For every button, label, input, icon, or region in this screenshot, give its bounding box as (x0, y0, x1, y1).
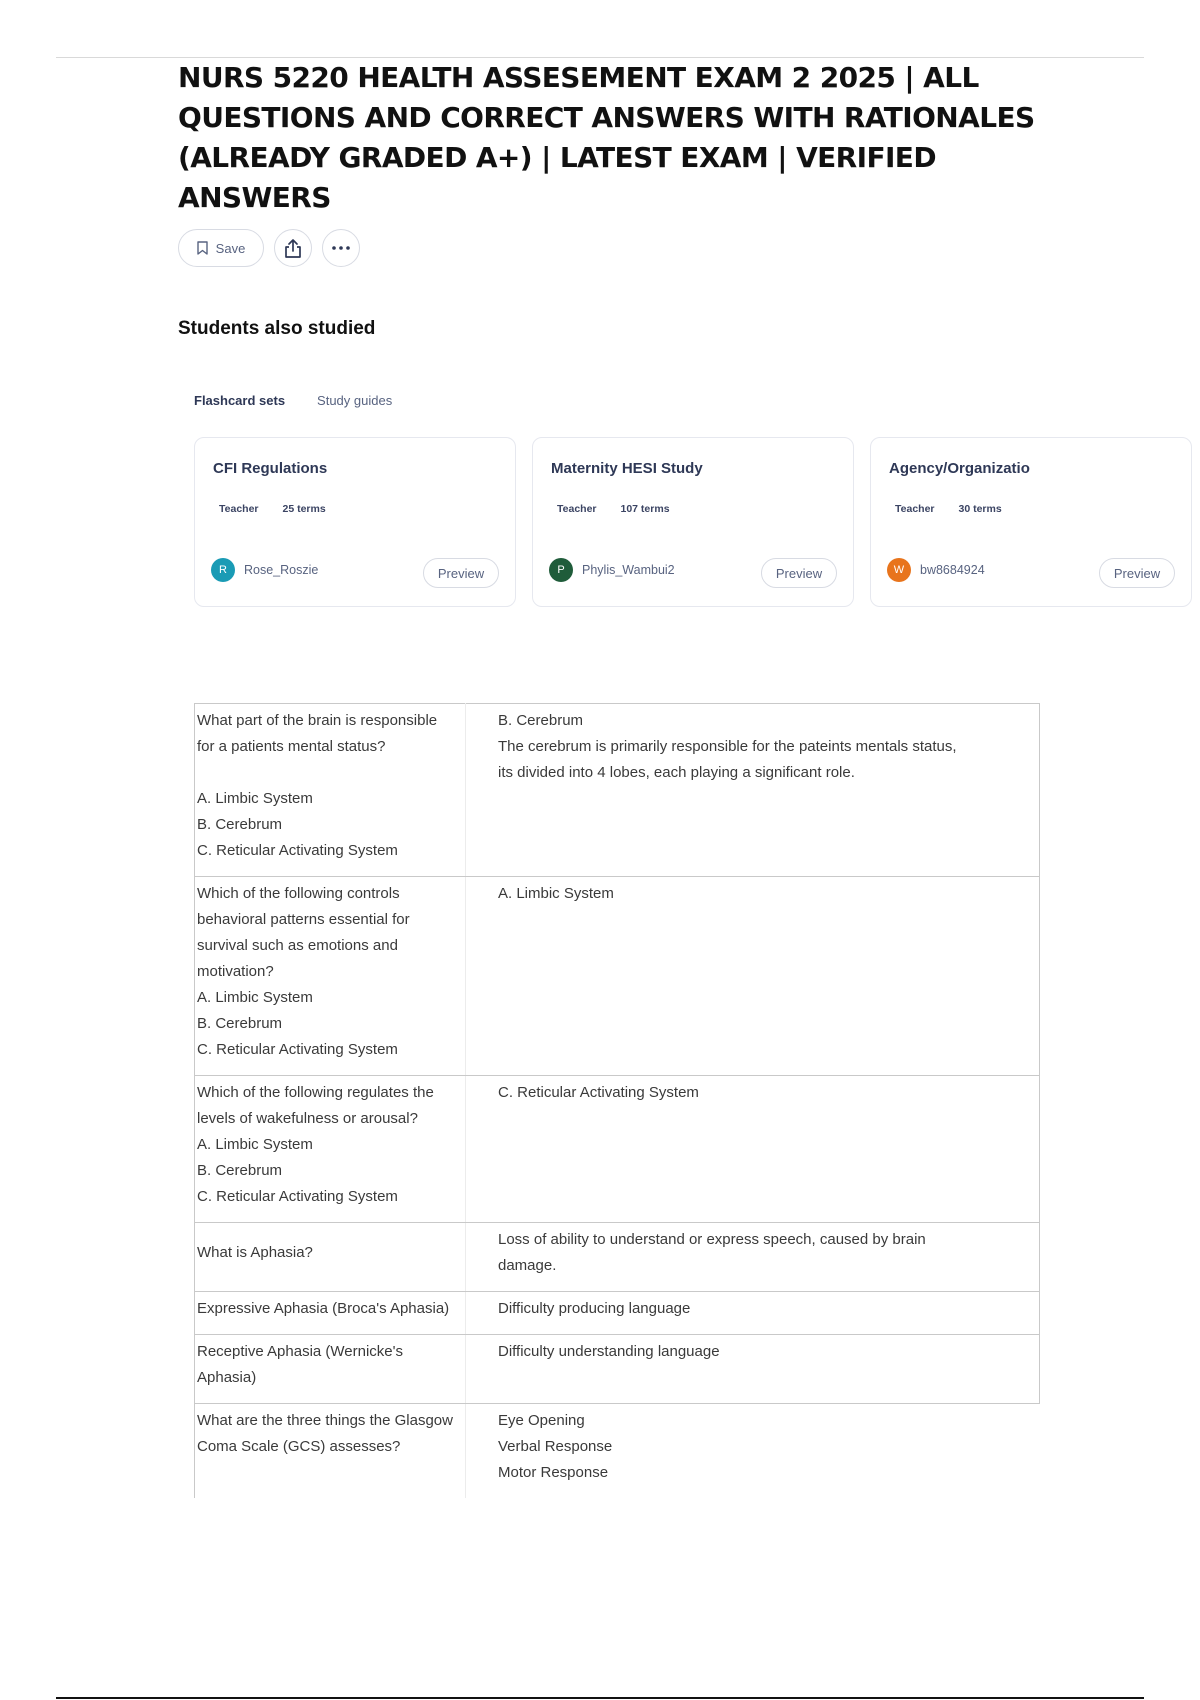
table-row (195, 704, 1040, 877)
preview-button[interactable]: Preview (423, 558, 499, 588)
study-set-title: Agency/Organizatio (889, 460, 1030, 477)
question-cell (195, 1223, 466, 1292)
question-cell (195, 1404, 466, 1499)
term-count: 107 terms (620, 503, 670, 515)
avatar: R (211, 558, 235, 582)
page-title: NURS 5220 HEALTH ASSESEMENT EXAM 2 2025 | ALL QUESTIONS AND CORRECT ANSWERS WITH RATIONALES (ALREADY GRADED A+) | LATEST EXAM | VERIFIED ANSWERS (178, 61, 1035, 214)
answer-text: C. Reticular Activating System (498, 1084, 699, 1101)
study-set-card[interactable] (194, 437, 516, 607)
preview-button[interactable]: Preview (1099, 558, 1175, 588)
study-set-author[interactable] (887, 558, 985, 582)
bookmark-icon (197, 241, 208, 255)
study-set-meta (895, 503, 1002, 515)
answer-cell (466, 1223, 1040, 1292)
question-cell (195, 1292, 466, 1335)
more-options-button[interactable] (322, 229, 360, 267)
tab-study-guides[interactable]: Study guides (317, 393, 393, 408)
study-set-title: Maternity HESI Study (551, 460, 703, 477)
creator-type-label: Teacher (557, 503, 597, 515)
question-text: What part of the brain is responsible for a patients mental status? A. Limbic System B. Cerebrum C. Reticular Activating System (197, 712, 438, 859)
question-text: Expressive Aphasia (Broca's Aphasia) (197, 1300, 450, 1317)
study-set-meta (557, 503, 670, 515)
question-text: What are the three things the Glasgow Coma Scale (GCS) assesses? (197, 1412, 453, 1455)
answer-cell (466, 1404, 1040, 1499)
table-row (195, 1404, 1040, 1499)
bottom-divider (56, 1697, 1144, 1699)
author-name: bw8684924 (920, 563, 985, 577)
qa-table (194, 703, 1040, 1498)
action-bar (178, 229, 360, 267)
answer-text: B. Cerebrum The cerebrum is primarily responsible for the pateints mentals status, its divided into 4 lobes, each playing a significant role. (498, 712, 957, 781)
question-text: Which of the following regulates the levels of wakefulness or arousal? A. Limbic System B. Cerebrum C. Reticular Activating System (197, 1084, 434, 1205)
study-set-card[interactable] (532, 437, 854, 607)
more-icon (332, 246, 350, 250)
answer-cell (466, 877, 1040, 1076)
study-set-carousel (194, 437, 1161, 609)
creator-type-label: Teacher (219, 503, 259, 515)
question-cell (195, 704, 466, 877)
answer-text: A. Limbic System (498, 885, 614, 902)
share-icon (284, 238, 302, 258)
question-cell (195, 877, 466, 1076)
save-button[interactable] (178, 229, 264, 267)
question-cell (195, 1076, 466, 1223)
creator-type-label: Teacher (895, 503, 935, 515)
save-label: Save (215, 240, 246, 256)
study-set-meta (219, 503, 326, 515)
author-name: Rose_Roszie (244, 563, 319, 577)
table-row (195, 1076, 1040, 1223)
study-set-title: CFI Regulations (213, 460, 328, 477)
question-text: What is Aphasia? (197, 1244, 313, 1261)
answer-cell (466, 1292, 1040, 1335)
table-row (195, 877, 1040, 1076)
tab-flashcard-sets[interactable]: Flashcard sets (194, 393, 286, 408)
answer-cell (466, 1076, 1040, 1223)
term-count: 25 terms (282, 503, 326, 515)
study-tabs (194, 393, 392, 408)
table-row (195, 1335, 1040, 1404)
students-also-studied-heading: Students also studied (178, 318, 376, 339)
preview-button[interactable]: Preview (761, 558, 837, 588)
table-row (195, 1223, 1040, 1292)
answer-cell (466, 704, 1040, 877)
answer-text: Loss of ability to understand or express speech, caused by brain damage. (498, 1231, 926, 1274)
question-text: Which of the following controls behavioral patterns essential for survival such as emotions and motivation? A. Limbic System B. Cerebrum C. Reticular Activating System (197, 885, 410, 1058)
study-set-author[interactable] (211, 558, 318, 582)
question-text: Receptive Aphasia (Wernicke's Aphasia) (197, 1343, 404, 1386)
question-cell (195, 1335, 466, 1404)
share-button[interactable] (274, 229, 312, 267)
answer-text: Difficulty producing language (498, 1300, 691, 1317)
study-set-card[interactable] (870, 437, 1192, 607)
study-set-author[interactable] (549, 558, 675, 582)
answer-text: Difficulty understanding language (498, 1343, 720, 1360)
author-name: Phylis_Wambui2 (582, 563, 675, 577)
term-count: 30 terms (958, 503, 1002, 515)
answer-cell (466, 1335, 1040, 1404)
answer-text: Eye Opening Verbal Response Motor Response (498, 1412, 613, 1481)
table-row (195, 1292, 1040, 1335)
avatar: P (549, 558, 573, 582)
avatar: W (887, 558, 911, 582)
